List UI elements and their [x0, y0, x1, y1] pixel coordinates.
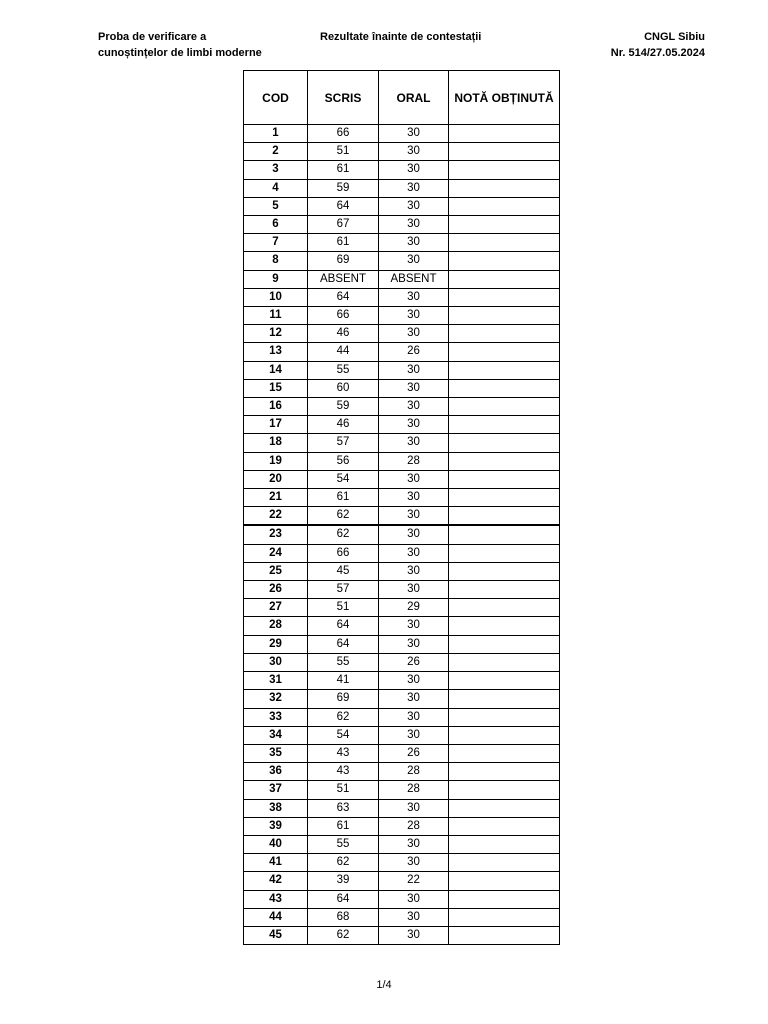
results-table-header-row — [244, 71, 560, 125]
table-row — [244, 216, 560, 234]
cod-cell: 41 — [244, 854, 308, 872]
oral-cell: 30 — [379, 690, 449, 708]
nota-cell — [449, 872, 560, 890]
nota-cell — [449, 726, 560, 744]
table-row — [244, 690, 560, 708]
nota-cell — [449, 525, 560, 544]
oral-cell: 30 — [379, 234, 449, 252]
nota-cell — [449, 817, 560, 835]
nota-cell — [449, 544, 560, 562]
column-header-nota: NOTĂ OBȚINUTĂ — [449, 71, 560, 125]
cod-cell: 22 — [244, 507, 308, 526]
scris-cell: 46 — [308, 325, 379, 343]
scris-cell: 62 — [308, 926, 379, 944]
table-row — [244, 599, 560, 617]
cod-cell: 27 — [244, 599, 308, 617]
nota-cell — [449, 854, 560, 872]
nota-cell — [449, 581, 560, 599]
nota-cell — [449, 325, 560, 343]
nota-cell — [449, 926, 560, 944]
cod-cell: 1 — [244, 125, 308, 143]
table-row — [244, 581, 560, 599]
cod-cell: 10 — [244, 288, 308, 306]
oral-cell: 30 — [379, 252, 449, 270]
table-row — [244, 799, 560, 817]
nota-cell — [449, 635, 560, 653]
page-number: 1/4 — [376, 979, 392, 991]
oral-cell: 30 — [379, 544, 449, 562]
scris-cell: 62 — [308, 525, 379, 544]
table-row — [244, 890, 560, 908]
scris-cell: 64 — [308, 617, 379, 635]
cod-cell: 11 — [244, 307, 308, 325]
oral-cell: 30 — [379, 726, 449, 744]
scris-cell: 51 — [308, 599, 379, 617]
oral-cell: 30 — [379, 179, 449, 197]
oral-cell: 28 — [379, 781, 449, 799]
cod-cell: 2 — [244, 143, 308, 161]
table-row — [244, 763, 560, 781]
nota-cell — [449, 416, 560, 434]
table-row — [244, 270, 560, 288]
oral-cell: 30 — [379, 307, 449, 325]
scris-cell: 51 — [308, 143, 379, 161]
table-row — [244, 343, 560, 361]
cod-cell: 19 — [244, 452, 308, 470]
nota-cell — [449, 489, 560, 507]
scris-cell: 55 — [308, 361, 379, 379]
nota-cell — [449, 434, 560, 452]
table-row — [244, 726, 560, 744]
table-row — [244, 872, 560, 890]
cod-cell: 34 — [244, 726, 308, 744]
oral-cell: 30 — [379, 854, 449, 872]
cod-cell: 36 — [244, 763, 308, 781]
nota-cell — [449, 908, 560, 926]
cod-cell: 5 — [244, 197, 308, 215]
scris-cell: 44 — [308, 343, 379, 361]
table-row — [244, 452, 560, 470]
column-header-oral: ORAL — [379, 71, 449, 125]
table-row — [244, 635, 560, 653]
table-row — [244, 781, 560, 799]
scris-cell: 64 — [308, 635, 379, 653]
oral-cell: 30 — [379, 398, 449, 416]
nota-cell — [449, 288, 560, 306]
results-table-body — [244, 125, 560, 945]
cod-cell: 8 — [244, 252, 308, 270]
oral-cell: 30 — [379, 325, 449, 343]
scris-cell: 64 — [308, 197, 379, 215]
oral-cell: 30 — [379, 708, 449, 726]
cod-cell: 24 — [244, 544, 308, 562]
scris-cell: 61 — [308, 161, 379, 179]
nota-cell — [449, 234, 560, 252]
scris-cell: 66 — [308, 125, 379, 143]
oral-cell: 30 — [379, 926, 449, 944]
table-row — [244, 161, 560, 179]
nota-cell — [449, 143, 560, 161]
nota-cell — [449, 379, 560, 397]
scris-cell: 57 — [308, 434, 379, 452]
scris-cell: 67 — [308, 216, 379, 234]
scris-cell: 62 — [308, 708, 379, 726]
results-table — [243, 70, 560, 945]
nota-cell — [449, 890, 560, 908]
nota-cell — [449, 708, 560, 726]
oral-cell: 30 — [379, 799, 449, 817]
oral-cell: 30 — [379, 635, 449, 653]
oral-cell: 30 — [379, 143, 449, 161]
table-row — [244, 252, 560, 270]
table-row — [244, 744, 560, 762]
table-row — [244, 379, 560, 397]
scris-cell: 60 — [308, 379, 379, 397]
nota-cell — [449, 343, 560, 361]
nota-cell — [449, 161, 560, 179]
scris-cell: 59 — [308, 398, 379, 416]
nota-cell — [449, 763, 560, 781]
table-row — [244, 525, 560, 544]
cod-cell: 13 — [244, 343, 308, 361]
oral-cell: 30 — [379, 161, 449, 179]
cod-cell: 33 — [244, 708, 308, 726]
nota-cell — [449, 690, 560, 708]
cod-cell: 15 — [244, 379, 308, 397]
header-institution-block — [98, 29, 262, 61]
header-document-title: Rezultate înainte de contestații — [320, 31, 482, 43]
scris-cell: 62 — [308, 854, 379, 872]
oral-cell: 30 — [379, 361, 449, 379]
cod-cell: 12 — [244, 325, 308, 343]
nota-cell — [449, 599, 560, 617]
oral-cell: 30 — [379, 507, 449, 526]
scris-cell: 59 — [308, 179, 379, 197]
oral-cell: 30 — [379, 379, 449, 397]
oral-cell: 30 — [379, 489, 449, 507]
cod-cell: 37 — [244, 781, 308, 799]
table-row — [244, 672, 560, 690]
table-row — [244, 125, 560, 143]
scris-cell: 55 — [308, 653, 379, 671]
oral-cell: 30 — [379, 672, 449, 690]
table-row — [244, 544, 560, 562]
table-row — [244, 507, 560, 526]
cod-cell: 38 — [244, 799, 308, 817]
cod-cell: 31 — [244, 672, 308, 690]
table-row — [244, 835, 560, 853]
cod-cell: 32 — [244, 690, 308, 708]
nota-cell — [449, 744, 560, 762]
nota-cell — [449, 470, 560, 488]
oral-cell: 30 — [379, 525, 449, 544]
oral-cell: 30 — [379, 416, 449, 434]
scris-cell: 63 — [308, 799, 379, 817]
nota-cell — [449, 672, 560, 690]
cod-cell: 25 — [244, 562, 308, 580]
nota-cell — [449, 125, 560, 143]
oral-cell: 30 — [379, 890, 449, 908]
table-row — [244, 325, 560, 343]
scris-cell: 64 — [308, 890, 379, 908]
nota-cell — [449, 653, 560, 671]
oral-cell: 28 — [379, 763, 449, 781]
table-row — [244, 179, 560, 197]
cod-cell: 40 — [244, 835, 308, 853]
table-row — [244, 489, 560, 507]
cod-cell: 39 — [244, 817, 308, 835]
cod-cell: 7 — [244, 234, 308, 252]
cod-cell: 20 — [244, 470, 308, 488]
cod-cell: 17 — [244, 416, 308, 434]
scris-cell: 54 — [308, 470, 379, 488]
nota-cell — [449, 197, 560, 215]
nota-cell — [449, 617, 560, 635]
scris-cell: 39 — [308, 872, 379, 890]
oral-cell: 30 — [379, 581, 449, 599]
oral-cell: 30 — [379, 288, 449, 306]
nota-cell — [449, 781, 560, 799]
cod-cell: 16 — [244, 398, 308, 416]
cod-cell: 9 — [244, 270, 308, 288]
table-row — [244, 234, 560, 252]
cod-cell: 35 — [244, 744, 308, 762]
cod-cell: 3 — [244, 161, 308, 179]
cod-cell: 29 — [244, 635, 308, 653]
nota-cell — [449, 507, 560, 526]
table-row — [244, 562, 560, 580]
table-row — [244, 617, 560, 635]
cod-cell: 21 — [244, 489, 308, 507]
nota-cell — [449, 216, 560, 234]
scris-cell: 43 — [308, 763, 379, 781]
table-row — [244, 143, 560, 161]
cod-cell: 4 — [244, 179, 308, 197]
cod-cell: 43 — [244, 890, 308, 908]
oral-cell: 28 — [379, 817, 449, 835]
cod-cell: 18 — [244, 434, 308, 452]
header-reference-block — [611, 29, 705, 61]
table-row — [244, 908, 560, 926]
scris-cell: 57 — [308, 581, 379, 599]
cod-cell: 6 — [244, 216, 308, 234]
table-row — [244, 288, 560, 306]
oral-cell: ABSENT — [379, 270, 449, 288]
header-exam-title-line2: cunoștințelor de limbi moderne — [98, 47, 262, 59]
oral-cell: 30 — [379, 125, 449, 143]
table-row — [244, 307, 560, 325]
header-registration-number: Nr. 514/27.05.2024 — [610, 47, 705, 59]
oral-cell: 26 — [379, 343, 449, 361]
oral-cell: 28 — [379, 452, 449, 470]
cod-cell: 30 — [244, 653, 308, 671]
nota-cell — [449, 398, 560, 416]
oral-cell: 30 — [379, 216, 449, 234]
table-row — [244, 398, 560, 416]
scris-cell: 45 — [308, 562, 379, 580]
header-school-name: CNGL Sibiu — [644, 31, 705, 43]
column-header-scris: SCRIS — [308, 71, 379, 125]
cod-cell: 23 — [244, 525, 308, 544]
scris-cell: 43 — [308, 744, 379, 762]
scris-cell: 69 — [308, 690, 379, 708]
scris-cell: 61 — [308, 234, 379, 252]
cod-cell: 44 — [244, 908, 308, 926]
table-row — [244, 416, 560, 434]
oral-cell: 30 — [379, 562, 449, 580]
scris-cell: 66 — [308, 307, 379, 325]
oral-cell: 30 — [379, 197, 449, 215]
cod-cell: 42 — [244, 872, 308, 890]
cod-cell: 26 — [244, 581, 308, 599]
oral-cell: 29 — [379, 599, 449, 617]
nota-cell — [449, 307, 560, 325]
nota-cell — [449, 252, 560, 270]
table-row — [244, 197, 560, 215]
nota-cell — [449, 562, 560, 580]
oral-cell: 30 — [379, 835, 449, 853]
oral-cell: 26 — [379, 744, 449, 762]
nota-cell — [449, 835, 560, 853]
scris-cell: 54 — [308, 726, 379, 744]
scris-cell: 41 — [308, 672, 379, 690]
table-row — [244, 434, 560, 452]
scris-cell: 51 — [308, 781, 379, 799]
nota-cell — [449, 179, 560, 197]
scris-cell: 61 — [308, 489, 379, 507]
nota-cell — [449, 799, 560, 817]
oral-cell: 22 — [379, 872, 449, 890]
scris-cell: 69 — [308, 252, 379, 270]
scris-cell: 66 — [308, 544, 379, 562]
table-row — [244, 361, 560, 379]
oral-cell: 30 — [379, 434, 449, 452]
oral-cell: 30 — [379, 908, 449, 926]
scris-cell: ABSENT — [308, 270, 379, 288]
cod-cell: 45 — [244, 926, 308, 944]
cod-cell: 28 — [244, 617, 308, 635]
table-row — [244, 817, 560, 835]
nota-cell — [449, 452, 560, 470]
oral-cell: 30 — [379, 617, 449, 635]
oral-cell: 26 — [379, 653, 449, 671]
header-exam-title-line1: Proba de verificare a — [98, 31, 207, 43]
table-row — [244, 708, 560, 726]
table-row — [244, 926, 560, 944]
scris-cell: 62 — [308, 507, 379, 526]
scris-cell: 56 — [308, 452, 379, 470]
nota-cell — [449, 361, 560, 379]
scris-cell: 46 — [308, 416, 379, 434]
scris-cell: 68 — [308, 908, 379, 926]
scris-cell: 64 — [308, 288, 379, 306]
cod-cell: 14 — [244, 361, 308, 379]
table-row — [244, 470, 560, 488]
scris-cell: 55 — [308, 835, 379, 853]
scris-cell: 61 — [308, 817, 379, 835]
table-row — [244, 854, 560, 872]
column-header-cod: COD — [244, 71, 308, 125]
table-row — [244, 653, 560, 671]
nota-cell — [449, 270, 560, 288]
oral-cell: 30 — [379, 470, 449, 488]
